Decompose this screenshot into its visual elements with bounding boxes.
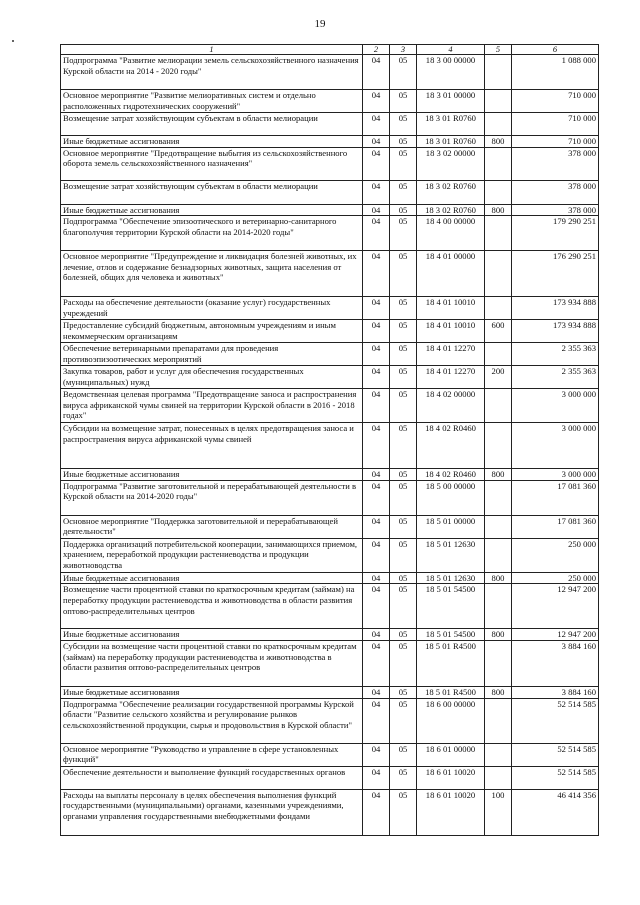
- row-name-cell: Подпрограмма "Развитие заготовительной и перерабатывающей деятельности в Курской области на 2014-2020 годы": [61, 480, 363, 515]
- row-subsection-cell: 05: [390, 686, 417, 698]
- row-section-cell: 04: [363, 640, 390, 686]
- row-target-code-cell: 18 5 01 54500: [417, 629, 485, 641]
- row-expense-type-cell: [485, 515, 512, 538]
- row-amount-cell: 1 088 000: [512, 55, 599, 90]
- row-expense-type-cell: 800: [485, 204, 512, 216]
- row-expense-type-cell: [485, 766, 512, 789]
- row-section-cell: 04: [363, 698, 390, 743]
- row-section-cell: 04: [363, 147, 390, 180]
- row-target-code-cell: 18 5 01 12630: [417, 538, 485, 572]
- row-section-cell: 04: [363, 297, 390, 320]
- row-name-cell: Иные бюджетные ассигнования: [61, 204, 363, 216]
- table-row: [61, 320, 599, 343]
- row-name-cell: Иные бюджетные ассигнования: [61, 469, 363, 481]
- row-name-cell: Подпрограмма "Развитие мелиорации земель сельскохозяйственного назначения Курской области на 2014 - 2020 годы": [61, 55, 363, 90]
- header-row: [61, 45, 599, 55]
- table-row: [61, 515, 599, 538]
- row-amount-cell: 3 000 000: [512, 423, 599, 469]
- table-body: [61, 55, 599, 836]
- row-subsection-cell: 05: [390, 389, 417, 423]
- row-expense-type-cell: [485, 538, 512, 572]
- table-row: [61, 640, 599, 686]
- row-name-cell: Основное мероприятие "Предотвращение выбытия из сельскохозяйственного оборота земель сельскохозяйственного назначения": [61, 147, 363, 180]
- row-target-code-cell: 18 5 00 00000: [417, 480, 485, 515]
- table-row: [61, 572, 599, 584]
- row-name-cell: Подпрограмма "Обеспечение реализации государственной программы Курской области "Развитие сельского хозяйства и регулирование рынков сельскохозяйственной продукции, сырья и продовольствия в Курской области": [61, 698, 363, 743]
- row-expense-type-cell: [485, 90, 512, 113]
- table-row: [61, 90, 599, 113]
- row-target-code-cell: 18 3 02 R0760: [417, 180, 485, 204]
- row-subsection-cell: 05: [390, 572, 417, 584]
- row-subsection-cell: 05: [390, 251, 417, 297]
- row-name-cell: Предоставление субсидий бюджетным, автономным учреждениям и иным некоммерческим организациям: [61, 320, 363, 343]
- row-expense-type-cell: [485, 480, 512, 515]
- row-target-code-cell: 18 4 01 12270: [417, 343, 485, 366]
- row-section-cell: 04: [363, 204, 390, 216]
- table-row: [61, 389, 599, 423]
- row-name-cell: Обеспечение деятельности и выполнение функций государственных органов: [61, 766, 363, 789]
- row-target-code-cell: 18 4 00 00000: [417, 216, 485, 251]
- row-amount-cell: 176 290 251: [512, 251, 599, 297]
- row-subsection-cell: 05: [390, 766, 417, 789]
- row-expense-type-cell: [485, 423, 512, 469]
- row-subsection-cell: 05: [390, 469, 417, 481]
- row-subsection-cell: 05: [390, 136, 417, 148]
- row-section-cell: 04: [363, 320, 390, 343]
- row-section-cell: 04: [363, 423, 390, 469]
- row-subsection-cell: 05: [390, 789, 417, 835]
- row-section-cell: 04: [363, 389, 390, 423]
- row-target-code-cell: 18 3 01 R0760: [417, 113, 485, 136]
- row-name-cell: Иные бюджетные ассигнования: [61, 629, 363, 641]
- row-name-cell: Возмещение затрат хозяйствующим субъектам в области мелиорации: [61, 180, 363, 204]
- row-target-code-cell: 18 4 02 00000: [417, 389, 485, 423]
- row-target-code-cell: 18 4 02 R0460: [417, 423, 485, 469]
- row-subsection-cell: 05: [390, 320, 417, 343]
- row-section-cell: 04: [363, 538, 390, 572]
- row-subsection-cell: 05: [390, 180, 417, 204]
- row-expense-type-cell: [485, 698, 512, 743]
- row-target-code-cell: 18 4 01 10010: [417, 320, 485, 343]
- row-name-cell: Основное мероприятие "Развитие мелиоративных систем и отдельно расположенных гидротехнических сооружений": [61, 90, 363, 113]
- table-row: [61, 297, 599, 320]
- row-subsection-cell: 05: [390, 584, 417, 629]
- table-row: [61, 629, 599, 641]
- row-name-cell: Подпрограмма "Обеспечение эпизоотического и ветеринарно-санитарного благополучия территории Курской области на 2014-2020 годы": [61, 216, 363, 251]
- table-row: [61, 343, 599, 366]
- row-target-code-cell: 18 6 01 00000: [417, 743, 485, 766]
- row-target-code-cell: 18 4 01 10010: [417, 297, 485, 320]
- column-header: 1: [61, 45, 363, 55]
- column-header: 2: [363, 45, 390, 55]
- row-section-cell: 04: [363, 572, 390, 584]
- row-name-cell: Субсидии на возмещение части процентной ставки по краткосрочным кредитам (займам) на переработку продукции растениеводства и животноводства в области развития оптово-распределительных центров: [61, 640, 363, 686]
- row-subsection-cell: 05: [390, 743, 417, 766]
- row-expense-type-cell: 800: [485, 469, 512, 481]
- table-row: [61, 366, 599, 389]
- row-section-cell: 04: [363, 515, 390, 538]
- budget-table: [60, 44, 599, 836]
- row-expense-type-cell: 600: [485, 320, 512, 343]
- row-amount-cell: 378 000: [512, 180, 599, 204]
- row-expense-type-cell: [485, 147, 512, 180]
- row-section-cell: 04: [363, 113, 390, 136]
- row-name-cell: Возмещение затрат хозяйствующим субъектам в области мелиорации: [61, 113, 363, 136]
- row-subsection-cell: 05: [390, 297, 417, 320]
- row-target-code-cell: 18 3 02 R0760: [417, 204, 485, 216]
- row-amount-cell: 17 081 360: [512, 515, 599, 538]
- table-row: [61, 743, 599, 766]
- row-target-code-cell: 18 3 01 00000: [417, 90, 485, 113]
- row-amount-cell: 2 355 363: [512, 366, 599, 389]
- row-target-code-cell: 18 5 01 R4500: [417, 640, 485, 686]
- row-amount-cell: 12 947 200: [512, 629, 599, 641]
- row-amount-cell: 378 000: [512, 147, 599, 180]
- row-name-cell: Иные бюджетные ассигнования: [61, 686, 363, 698]
- row-name-cell: Расходы на обеспечение деятельности (оказание услуг) государственных учреждений: [61, 297, 363, 320]
- table-row: [61, 251, 599, 297]
- row-subsection-cell: 05: [390, 204, 417, 216]
- row-section-cell: 04: [363, 480, 390, 515]
- row-expense-type-cell: [485, 113, 512, 136]
- row-section-cell: 04: [363, 629, 390, 641]
- row-expense-type-cell: 800: [485, 686, 512, 698]
- table-row: [61, 180, 599, 204]
- row-target-code-cell: 18 3 01 R0760: [417, 136, 485, 148]
- row-expense-type-cell: [485, 343, 512, 366]
- table-row: [61, 113, 599, 136]
- row-target-code-cell: 18 5 01 00000: [417, 515, 485, 538]
- row-expense-type-cell: [485, 55, 512, 90]
- table-row: [61, 55, 599, 90]
- row-amount-cell: 52 514 585: [512, 698, 599, 743]
- row-subsection-cell: 05: [390, 480, 417, 515]
- column-header: 5: [485, 45, 512, 55]
- row-expense-type-cell: [485, 640, 512, 686]
- scan-speck: [12, 40, 14, 42]
- row-section-cell: 04: [363, 136, 390, 148]
- column-header: 4: [417, 45, 485, 55]
- row-section-cell: 04: [363, 766, 390, 789]
- row-section-cell: 04: [363, 789, 390, 835]
- row-name-cell: Обеспечение ветеринарными препаратами для проведения противоэпизоотических мероприятий: [61, 343, 363, 366]
- row-expense-type-cell: 200: [485, 366, 512, 389]
- row-target-code-cell: 18 6 01 10020: [417, 789, 485, 835]
- row-amount-cell: 46 414 356: [512, 789, 599, 835]
- row-target-code-cell: 18 5 01 54500: [417, 584, 485, 629]
- table-row: [61, 469, 599, 481]
- row-amount-cell: 3 884 160: [512, 640, 599, 686]
- row-section-cell: 04: [363, 180, 390, 204]
- row-target-code-cell: 18 5 01 12630: [417, 572, 485, 584]
- row-target-code-cell: 18 4 02 R0460: [417, 469, 485, 481]
- row-expense-type-cell: [485, 389, 512, 423]
- row-section-cell: 04: [363, 251, 390, 297]
- row-target-code-cell: 18 6 01 10020: [417, 766, 485, 789]
- row-subsection-cell: 05: [390, 90, 417, 113]
- table-row: [61, 789, 599, 835]
- table-row: [61, 584, 599, 629]
- table-row: [61, 204, 599, 216]
- row-amount-cell: 3 000 000: [512, 469, 599, 481]
- row-name-cell: Основное мероприятие "Предупреждение и ликвидация болезней животных, их лечение, отлов и содержание безнадзорных животных, защита населения от болезней, общих для человека и животных": [61, 251, 363, 297]
- row-section-cell: 04: [363, 343, 390, 366]
- row-expense-type-cell: [485, 743, 512, 766]
- row-target-code-cell: 18 4 01 00000: [417, 251, 485, 297]
- column-header: 3: [390, 45, 417, 55]
- table-row: [61, 766, 599, 789]
- row-name-cell: Субсидии на возмещение затрат, понесенных в целях предотвращения заноса и распространения вируса африканской чумы свиней: [61, 423, 363, 469]
- row-subsection-cell: 05: [390, 629, 417, 641]
- row-amount-cell: 173 934 888: [512, 320, 599, 343]
- row-subsection-cell: 05: [390, 343, 417, 366]
- row-expense-type-cell: [485, 297, 512, 320]
- row-target-code-cell: 18 4 01 12270: [417, 366, 485, 389]
- row-expense-type-cell: 800: [485, 136, 512, 148]
- row-amount-cell: 12 947 200: [512, 584, 599, 629]
- row-amount-cell: 250 000: [512, 538, 599, 572]
- row-amount-cell: 17 081 360: [512, 480, 599, 515]
- row-subsection-cell: 05: [390, 366, 417, 389]
- row-target-code-cell: 18 5 01 R4500: [417, 686, 485, 698]
- row-amount-cell: 179 290 251: [512, 216, 599, 251]
- row-amount-cell: 52 514 585: [512, 743, 599, 766]
- column-header: 6: [512, 45, 599, 55]
- row-subsection-cell: 05: [390, 640, 417, 686]
- table-row: [61, 686, 599, 698]
- row-expense-type-cell: 100: [485, 789, 512, 835]
- table-row: [61, 147, 599, 180]
- page-number: 19: [314, 18, 326, 30]
- row-section-cell: 04: [363, 686, 390, 698]
- table-row: [61, 423, 599, 469]
- row-name-cell: Иные бюджетные ассигнования: [61, 136, 363, 148]
- row-amount-cell: 52 514 585: [512, 766, 599, 789]
- row-expense-type-cell: 800: [485, 572, 512, 584]
- table-row: [61, 480, 599, 515]
- row-amount-cell: 3 884 160: [512, 686, 599, 698]
- row-name-cell: Основное мероприятие "Руководство и управление в сфере установленных функций": [61, 743, 363, 766]
- row-section-cell: 04: [363, 743, 390, 766]
- row-name-cell: Основное мероприятие "Поддержка заготовительной и перерабатывающей деятельности": [61, 515, 363, 538]
- row-expense-type-cell: 800: [485, 629, 512, 641]
- row-target-code-cell: 18 3 00 00000: [417, 55, 485, 90]
- row-section-cell: 04: [363, 584, 390, 629]
- row-subsection-cell: 05: [390, 55, 417, 90]
- row-name-cell: Иные бюджетные ассигнования: [61, 572, 363, 584]
- row-amount-cell: 2 355 363: [512, 343, 599, 366]
- row-section-cell: 04: [363, 216, 390, 251]
- row-section-cell: 04: [363, 469, 390, 481]
- row-amount-cell: 710 000: [512, 90, 599, 113]
- row-subsection-cell: 05: [390, 216, 417, 251]
- row-name-cell: Ведомственная целевая программа "Предотвращение заноса и распространения вируса африканской чумы свиней на территории Курской области в 2016 - 2018 годах": [61, 389, 363, 423]
- row-amount-cell: 250 000: [512, 572, 599, 584]
- row-section-cell: 04: [363, 366, 390, 389]
- table-row: [61, 136, 599, 148]
- row-subsection-cell: 05: [390, 515, 417, 538]
- row-amount-cell: 173 934 888: [512, 297, 599, 320]
- row-name-cell: Поддержка организаций потребительской кооперации, занимающихся приемом, хранением, переработкой продукции растениеводства и продукции животноводства: [61, 538, 363, 572]
- table-row: [61, 538, 599, 572]
- row-amount-cell: 3 000 000: [512, 389, 599, 423]
- row-section-cell: 04: [363, 90, 390, 113]
- row-subsection-cell: 05: [390, 698, 417, 743]
- row-subsection-cell: 05: [390, 113, 417, 136]
- row-name-cell: Закупка товаров, работ и услуг для обеспечения государственных (муниципальных) нужд: [61, 366, 363, 389]
- row-section-cell: 04: [363, 55, 390, 90]
- row-amount-cell: 710 000: [512, 136, 599, 148]
- row-amount-cell: 378 000: [512, 204, 599, 216]
- row-amount-cell: 710 000: [512, 113, 599, 136]
- row-target-code-cell: 18 3 02 00000: [417, 147, 485, 180]
- row-expense-type-cell: [485, 584, 512, 629]
- row-name-cell: Расходы на выплаты персоналу в целях обеспечения выполнения функций государственными (муниципальными) органами, казенными учреждениями, органами управления государственными внебюджетными фондами: [61, 789, 363, 835]
- row-expense-type-cell: [485, 180, 512, 204]
- row-name-cell: Возмещение части процентной ставки по краткосрочным кредитам (займам) на переработку продукции растениеводства и животноводства в области развития оптово-распределительных центров: [61, 584, 363, 629]
- row-expense-type-cell: [485, 216, 512, 251]
- table-row: [61, 698, 599, 743]
- row-subsection-cell: 05: [390, 147, 417, 180]
- row-target-code-cell: 18 6 00 00000: [417, 698, 485, 743]
- row-subsection-cell: 05: [390, 538, 417, 572]
- table-row: [61, 216, 599, 251]
- row-expense-type-cell: [485, 251, 512, 297]
- row-subsection-cell: 05: [390, 423, 417, 469]
